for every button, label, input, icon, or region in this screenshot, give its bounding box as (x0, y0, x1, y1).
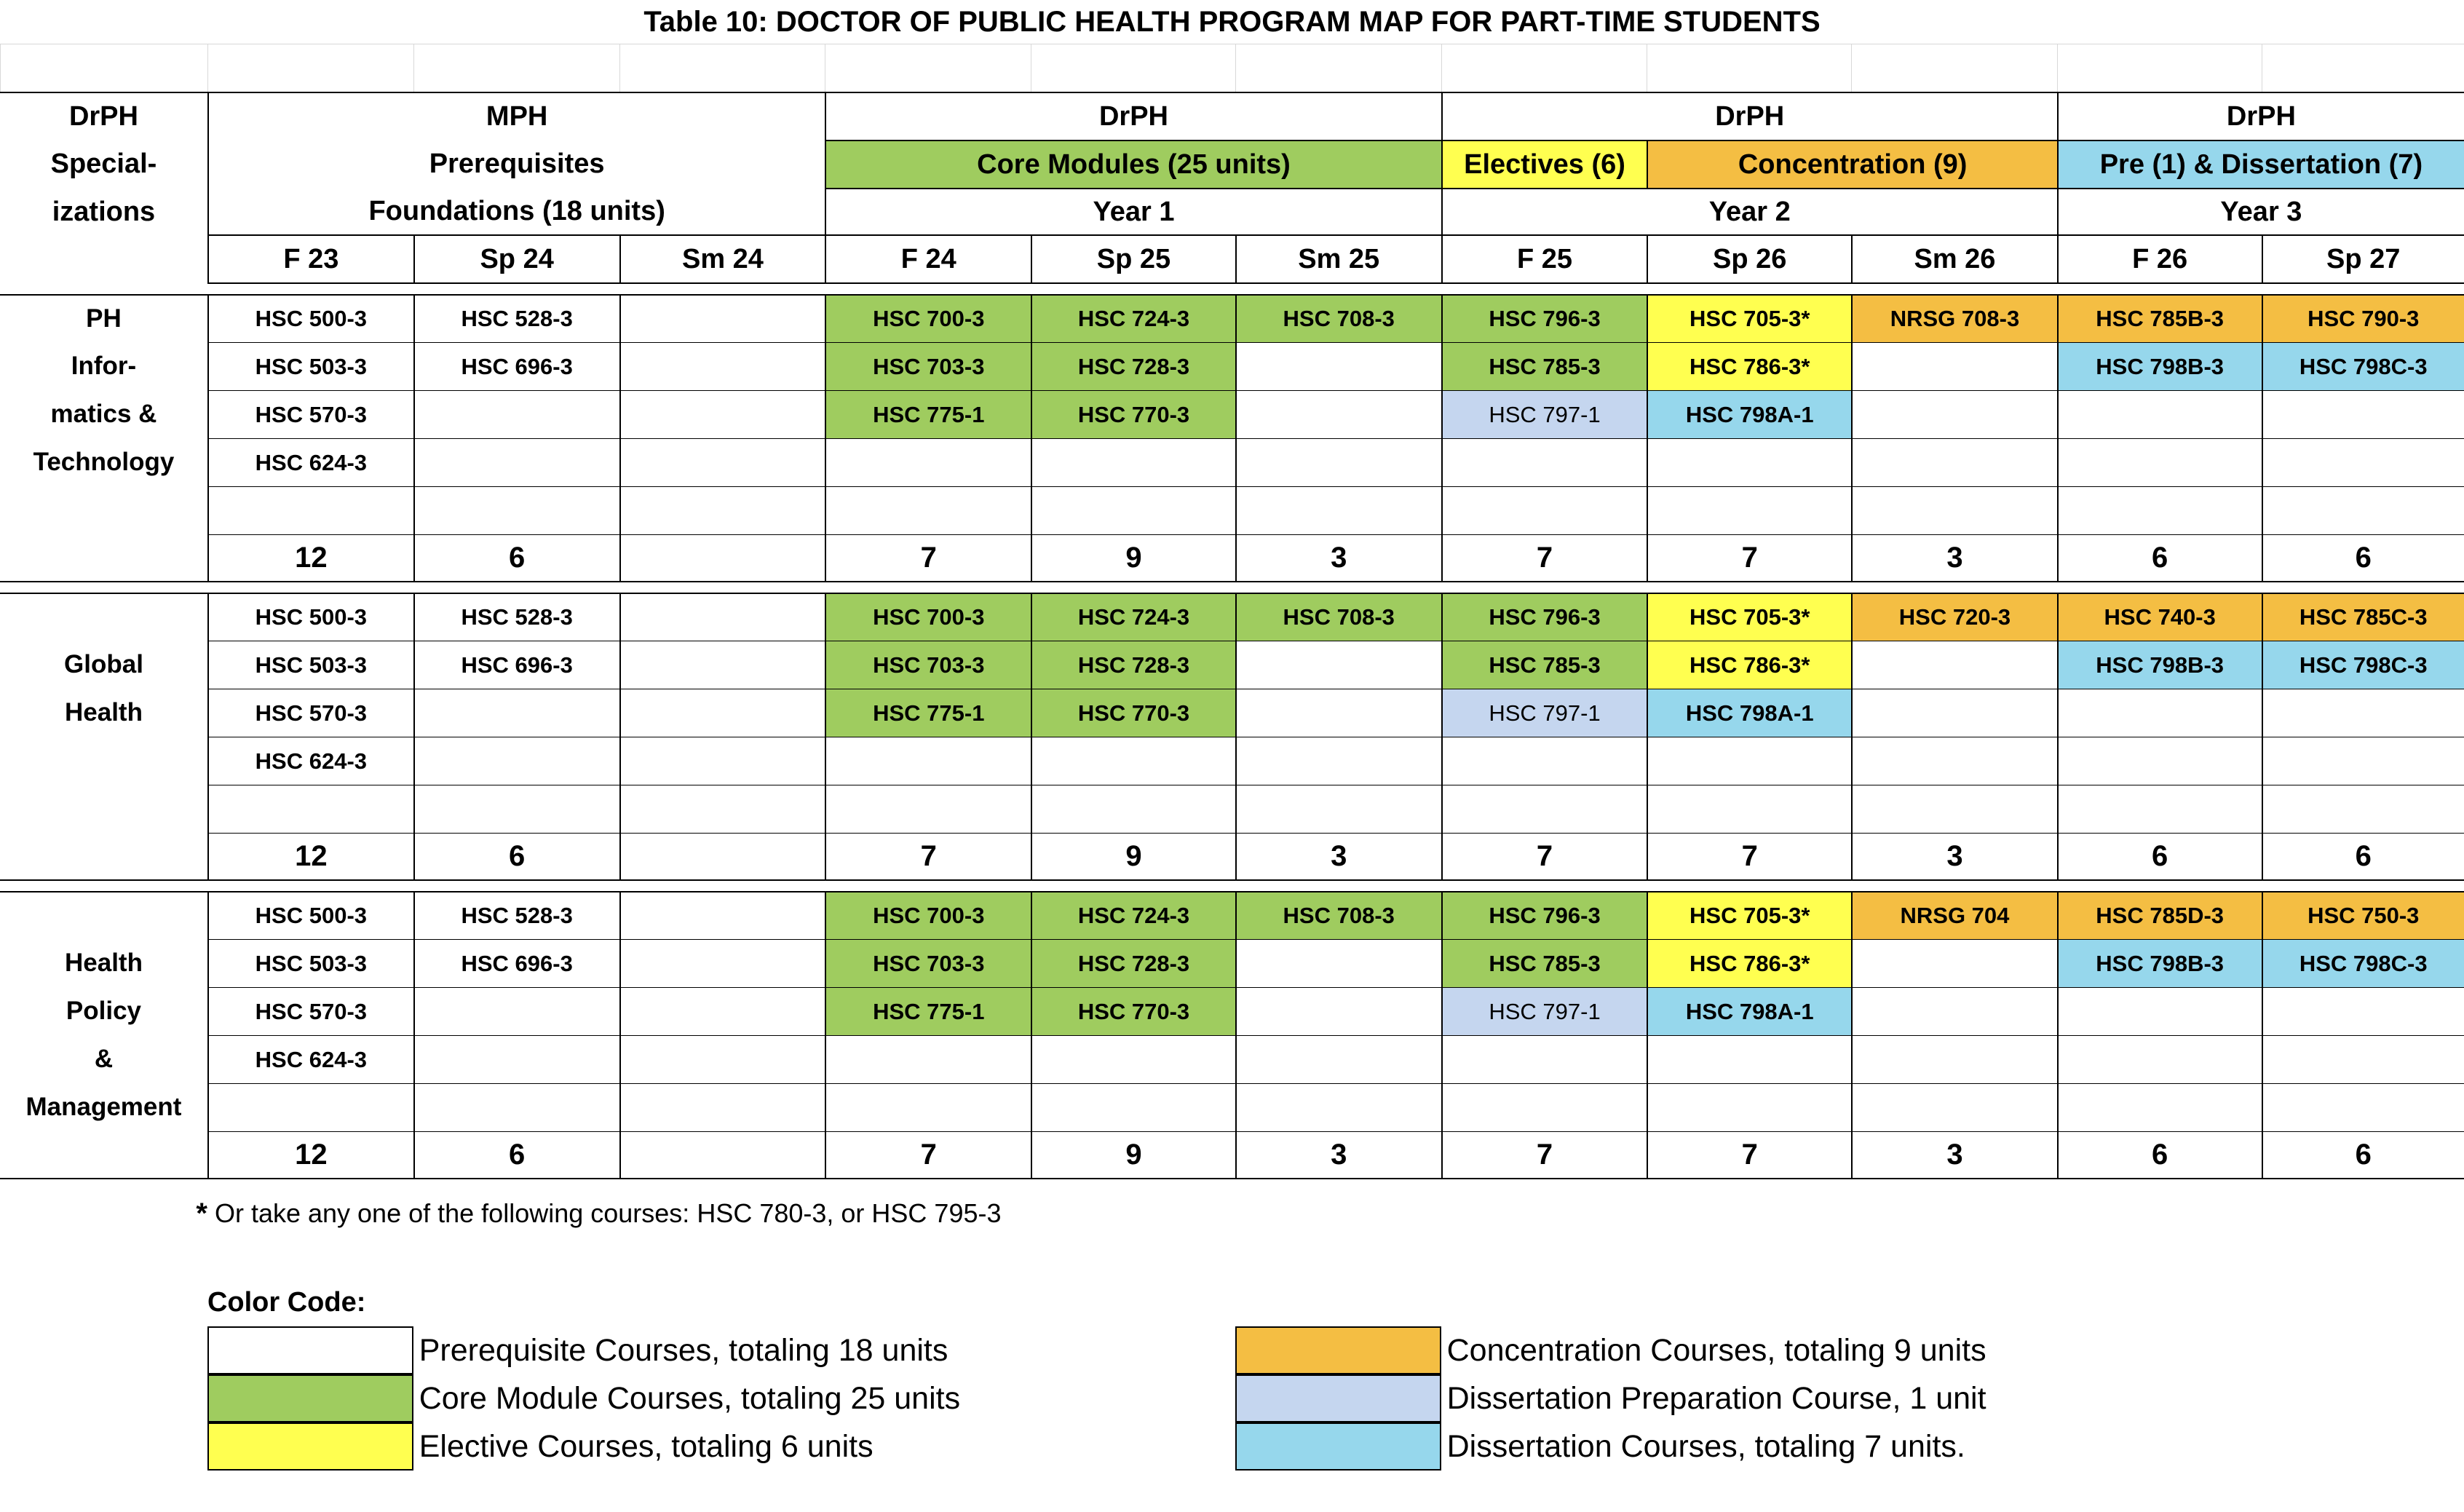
course-cell[interactable]: HSC 798C-3 (2262, 641, 2464, 689)
empty-cell (2262, 1083, 2464, 1131)
term-units-total: 7 (1647, 1131, 1851, 1179)
term-units-total: 9 (1031, 1131, 1235, 1179)
empty-cell (413, 689, 619, 737)
empty-cell (2262, 785, 2464, 833)
specialization-label (0, 486, 207, 534)
empty-cell (619, 593, 825, 641)
empty-cell (0, 44, 207, 92)
empty-cell (2057, 390, 2262, 438)
legend-label: Concentration Courses, totaling 9 units (1446, 1332, 1986, 1368)
electives-band: Electives (6) (1441, 140, 1647, 188)
legend-label: Dissertation Preparation Course, 1 unit (1446, 1380, 1986, 1416)
course-cell[interactable]: HSC 528-3 (413, 593, 619, 641)
specialization-label: & (94, 1045, 114, 1073)
term-units-total: 12 (207, 534, 413, 582)
empty-cell (2057, 1035, 2262, 1083)
empty-cell (619, 939, 825, 987)
empty-cell (2262, 689, 2464, 737)
empty-cell (825, 785, 1031, 833)
empty-cell (413, 785, 619, 833)
empty-cell (413, 438, 619, 486)
empty-cell (825, 438, 1031, 486)
empty-cell (1235, 641, 1441, 689)
legend-label: Elective Courses, totaling 6 units (419, 1428, 874, 1464)
empty-cell (413, 1083, 619, 1131)
dissertation-band: Pre (1) & Dissertation (7) (2057, 140, 2464, 188)
empty-cell (1851, 342, 2057, 390)
course-cell[interactable]: HSC 724-3 (1031, 593, 1235, 641)
course-cell[interactable]: HSC 705-3* (1647, 891, 1851, 939)
empty-cell (1647, 44, 1851, 92)
term-header: F 24 (825, 236, 1031, 284)
course-cell[interactable]: HSC 770-3 (1031, 987, 1235, 1035)
empty-cell (619, 833, 825, 881)
term-units-total: 12 (207, 833, 413, 881)
term-header: Sp 25 (1031, 236, 1235, 284)
course-cell[interactable]: HSC 728-3 (1031, 641, 1235, 689)
specialization-label: Management (25, 1093, 182, 1121)
empty-cell (1031, 785, 1235, 833)
empty-cell (825, 737, 1031, 785)
empty-cell (1235, 785, 1441, 833)
specialization-label: Technology (33, 448, 175, 476)
specialization-label: Policy (66, 997, 142, 1025)
course-cell[interactable]: HSC 700-3 (825, 593, 1031, 641)
term-header: F 26 (2057, 236, 2262, 284)
specialization-label: Infor- (71, 352, 137, 380)
course-cell[interactable]: HSC 786-3* (1647, 939, 1851, 987)
empty-cell (2057, 438, 2262, 486)
empty-cell (413, 44, 619, 92)
empty-cell (0, 534, 207, 582)
empty-cell (1851, 486, 2057, 534)
course-cell[interactable]: HSC 708-3 (1235, 294, 1441, 342)
empty-cell (1235, 44, 1441, 92)
course-cell[interactable]: HSC 785-3 (1441, 342, 1647, 390)
course-cell[interactable]: HSC 503-3 (207, 641, 413, 689)
empty-cell (1851, 1083, 2057, 1131)
legend-label: Dissertation Courses, totaling 7 units. (1446, 1428, 1965, 1464)
course-cell[interactable]: HSC 750-3 (2262, 891, 2464, 939)
course-cell[interactable]: NRSG 704 (1851, 891, 2057, 939)
course-cell[interactable]: HSC 797-1 (1441, 689, 1647, 737)
empty-cell (1851, 689, 2057, 737)
course-cell[interactable]: HSC 570-3 (207, 689, 413, 737)
empty-cell (619, 390, 825, 438)
course-cell[interactable]: HSC 500-3 (207, 891, 413, 939)
empty-cell (619, 44, 825, 92)
empty-cell (619, 486, 825, 534)
course-cell[interactable]: HSC 624-3 (207, 438, 413, 486)
term-header: Sp 27 (2262, 236, 2464, 284)
empty-cell (619, 1035, 825, 1083)
term-header: F 23 (207, 236, 413, 284)
course-cell[interactable]: HSC 770-3 (1031, 390, 1235, 438)
empty-cell (1851, 737, 2057, 785)
legend-swatch (207, 1422, 413, 1471)
core-modules-band: Core Modules (25 units) (825, 140, 1441, 188)
empty-cell (1235, 486, 1441, 534)
empty-cell (0, 236, 207, 284)
empty-cell (1851, 390, 2057, 438)
empty-cell (1851, 44, 2057, 92)
empty-cell (2262, 1035, 2464, 1083)
empty-cell (1235, 390, 1441, 438)
course-cell[interactable]: HSC 500-3 (207, 593, 413, 641)
course-cell[interactable]: HSC 570-3 (207, 390, 413, 438)
course-cell[interactable]: HSC 786-3* (1647, 641, 1851, 689)
empty-cell (1441, 785, 1647, 833)
legend-swatch (1235, 1326, 1441, 1374)
course-cell[interactable]: HSC 797-1 (1441, 390, 1647, 438)
specializations-header: izations (52, 196, 156, 227)
empty-cell (619, 1083, 825, 1131)
term-header: Sp 26 (1647, 236, 1851, 284)
empty-cell (825, 44, 1031, 92)
legend-title: Color Code: (207, 1286, 366, 1318)
empty-cell (1031, 438, 1235, 486)
drph-year3-header: DrPH (2057, 92, 2464, 140)
empty-cell (2057, 486, 2262, 534)
empty-cell (1441, 438, 1647, 486)
course-cell[interactable]: HSC 796-3 (1441, 593, 1647, 641)
empty-cell (2057, 1083, 2262, 1131)
course-cell[interactable]: HSC 797-1 (1441, 987, 1647, 1035)
empty-cell (1235, 438, 1441, 486)
course-cell[interactable]: HSC 500-3 (207, 294, 413, 342)
empty-cell (207, 1083, 413, 1131)
course-cell[interactable]: HSC 624-3 (207, 1035, 413, 1083)
term-units-total: 6 (2262, 534, 2464, 582)
year3-label: Year 3 (2057, 188, 2464, 236)
empty-cell (2057, 737, 2262, 785)
empty-cell (2262, 44, 2464, 92)
term-header: Sp 24 (413, 236, 619, 284)
legend-swatch (1235, 1374, 1441, 1422)
course-cell[interactable]: HSC 798B-3 (2057, 641, 2262, 689)
empty-cell (825, 486, 1031, 534)
term-units-total: 6 (2057, 1131, 2262, 1179)
specialization-label: PH (0, 294, 207, 342)
empty-cell (619, 785, 825, 833)
empty-cell (1647, 1083, 1851, 1131)
empty-cell (619, 891, 825, 939)
term-units-total: 12 (207, 1131, 413, 1179)
empty-cell (1235, 987, 1441, 1035)
empty-cell (1235, 342, 1441, 390)
legend-label: Core Module Courses, totaling 25 units (419, 1380, 961, 1416)
term-units-total: 7 (1647, 534, 1851, 582)
course-cell[interactable]: HSC 700-3 (825, 294, 1031, 342)
empty-cell (1441, 44, 1647, 92)
course-cell[interactable]: HSC 703-3 (825, 641, 1031, 689)
specialization-label (0, 593, 207, 641)
empty-cell (619, 438, 825, 486)
specializations-header: Special- (50, 148, 157, 179)
specialization-label: Health (64, 698, 143, 727)
mph-header: MPH (207, 92, 825, 140)
empty-cell (1851, 939, 2057, 987)
specialization-label (0, 891, 207, 939)
course-cell[interactable]: HSC 798A-1 (1647, 390, 1851, 438)
course-cell[interactable]: HSC 785B-3 (2057, 294, 2262, 342)
course-cell[interactable]: HSC 624-3 (207, 737, 413, 785)
empty-cell (619, 641, 825, 689)
course-cell[interactable]: HSC 798C-3 (2262, 342, 2464, 390)
empty-cell (2057, 44, 2262, 92)
mph-header: Prerequisites (207, 140, 825, 188)
empty-cell (2057, 689, 2262, 737)
course-cell[interactable]: HSC 775-1 (825, 987, 1031, 1035)
term-units-total: 6 (413, 833, 619, 881)
specialization-label: matics & (50, 400, 157, 428)
course-cell[interactable]: HSC 724-3 (1031, 891, 1235, 939)
term-header: Sm 26 (1851, 236, 2057, 284)
empty-cell (413, 737, 619, 785)
empty-cell (1851, 1035, 2057, 1083)
term-units-total: 9 (1031, 833, 1235, 881)
course-cell[interactable]: HSC 775-1 (825, 689, 1031, 737)
course-cell[interactable]: HSC 705-3* (1647, 294, 1851, 342)
empty-cell (825, 1035, 1031, 1083)
course-cell[interactable]: HSC 798A-1 (1647, 987, 1851, 1035)
course-cell[interactable]: HSC 528-3 (413, 294, 619, 342)
footnote-text: Or take any one of the following courses: HSC 780-3, or HSC 795-3 (214, 1198, 1002, 1228)
empty-cell (1441, 1083, 1647, 1131)
empty-cell (2262, 486, 2464, 534)
course-cell[interactable]: HSC 700-3 (825, 891, 1031, 939)
term-units-total: 3 (1851, 833, 2057, 881)
course-cell[interactable]: HSC 696-3 (413, 641, 619, 689)
term-units-total: 6 (413, 534, 619, 582)
empty-cell (619, 1131, 825, 1179)
course-cell[interactable]: HSC 798C-3 (2262, 939, 2464, 987)
mph-header: Foundations (18 units) (207, 188, 825, 236)
specialization-label (0, 785, 207, 833)
empty-cell (207, 486, 413, 534)
course-cell[interactable]: HSC 708-3 (1235, 593, 1441, 641)
empty-cell (1031, 486, 1235, 534)
course-cell[interactable]: HSC 705-3* (1647, 593, 1851, 641)
term-units-total: 6 (2057, 534, 2262, 582)
concentration-band: Concentration (9) (1647, 140, 2056, 188)
empty-cell (413, 486, 619, 534)
empty-cell (207, 44, 413, 92)
empty-cell (413, 390, 619, 438)
empty-cell (1031, 1083, 1235, 1131)
empty-cell (1235, 689, 1441, 737)
empty-cell (619, 987, 825, 1035)
legend-swatch (207, 1326, 413, 1374)
specialization-label: Health (64, 949, 143, 977)
course-cell[interactable]: HSC 796-3 (1441, 891, 1647, 939)
empty-cell (1647, 785, 1851, 833)
empty-cell (2262, 438, 2464, 486)
empty-cell (1441, 1035, 1647, 1083)
term-units-total: 6 (2057, 833, 2262, 881)
empty-cell (1235, 1035, 1441, 1083)
course-cell[interactable]: HSC 703-3 (825, 342, 1031, 390)
empty-cell (619, 342, 825, 390)
empty-cell (619, 737, 825, 785)
course-cell[interactable]: HSC 708-3 (1235, 891, 1441, 939)
course-cell[interactable]: HSC 796-3 (1441, 294, 1647, 342)
empty-cell (1235, 939, 1441, 987)
course-cell[interactable]: HSC 785C-3 (2262, 593, 2464, 641)
empty-cell (2262, 987, 2464, 1035)
empty-cell (1441, 486, 1647, 534)
term-units-total: 7 (825, 1131, 1031, 1179)
specialization-label: Global (64, 650, 143, 678)
legend-label: Prerequisite Courses, totaling 18 units (419, 1332, 948, 1368)
empty-cell (825, 1083, 1031, 1131)
drph-year2-header: DrPH (1441, 92, 2057, 140)
term-units-total: 3 (1235, 534, 1441, 582)
empty-cell (1235, 737, 1441, 785)
term-units-total: 6 (2262, 1131, 2464, 1179)
table-title: Table 10: DOCTOR OF PUBLIC HEALTH PROGRAM MAP FOR PART-TIME STUDENTS (643, 5, 1821, 38)
specializations-header: DrPH (0, 92, 207, 140)
course-cell[interactable]: HSC 570-3 (207, 987, 413, 1035)
term-units-total: 7 (1441, 833, 1647, 881)
course-cell[interactable]: HSC 785-3 (1441, 641, 1647, 689)
empty-cell (1031, 1035, 1235, 1083)
year2-label: Year 2 (1441, 188, 2057, 236)
course-cell[interactable]: HSC 798A-1 (1647, 689, 1851, 737)
empty-cell (1851, 785, 2057, 833)
empty-cell (1235, 1083, 1441, 1131)
term-header: Sm 24 (619, 236, 825, 284)
term-units-total: 3 (1851, 1131, 2057, 1179)
course-cell[interactable]: HSC 503-3 (207, 342, 413, 390)
course-cell[interactable]: HSC 503-3 (207, 939, 413, 987)
specialization-label (0, 737, 207, 785)
legend-swatch (207, 1374, 413, 1422)
year1-label: Year 1 (825, 188, 1441, 236)
course-cell[interactable]: HSC 775-1 (825, 390, 1031, 438)
course-cell[interactable]: HSC 798B-3 (2057, 342, 2262, 390)
empty-cell (0, 833, 207, 881)
term-header: Sm 25 (1235, 236, 1441, 284)
empty-cell (413, 987, 619, 1035)
course-cell[interactable]: HSC 786-3* (1647, 342, 1851, 390)
empty-cell (1647, 737, 1851, 785)
empty-cell (1851, 438, 2057, 486)
empty-cell (619, 294, 825, 342)
empty-cell (0, 1131, 207, 1179)
empty-cell (1031, 737, 1235, 785)
empty-cell (1031, 44, 1235, 92)
term-units-total: 7 (1647, 833, 1851, 881)
term-units-total: 3 (1851, 534, 2057, 582)
course-cell[interactable]: HSC 703-3 (825, 939, 1031, 987)
term-units-total: 7 (825, 534, 1031, 582)
empty-cell (413, 1035, 619, 1083)
course-cell[interactable]: HSC 720-3 (1851, 593, 2057, 641)
empty-cell (2057, 987, 2262, 1035)
course-cell[interactable]: HSC 740-3 (2057, 593, 2262, 641)
empty-cell (1647, 1035, 1851, 1083)
empty-cell (1647, 438, 1851, 486)
legend-swatch (1235, 1422, 1441, 1471)
term-units-total: 7 (1441, 534, 1647, 582)
empty-cell (1441, 737, 1647, 785)
empty-cell (1851, 987, 2057, 1035)
term-units-total: 7 (1441, 1131, 1647, 1179)
term-units-total: 6 (2262, 833, 2464, 881)
term-units-total: 7 (825, 833, 1031, 881)
course-cell[interactable]: HSC 785D-3 (2057, 891, 2262, 939)
term-units-total: 3 (1235, 1131, 1441, 1179)
empty-cell (2057, 785, 2262, 833)
empty-cell (619, 534, 825, 582)
drph-year1-header: DrPH (825, 92, 1441, 140)
course-cell[interactable]: HSC 728-3 (1031, 342, 1235, 390)
footnote-marker: * (196, 1197, 207, 1230)
course-cell[interactable]: HSC 785-3 (1441, 939, 1647, 987)
course-cell[interactable]: HSC 696-3 (413, 939, 619, 987)
course-cell[interactable]: HSC 770-3 (1031, 689, 1235, 737)
term-units-total: 3 (1235, 833, 1441, 881)
empty-cell (1851, 641, 2057, 689)
term-header: F 25 (1441, 236, 1647, 284)
course-cell[interactable]: HSC 528-3 (413, 891, 619, 939)
course-cell[interactable]: HSC 696-3 (413, 342, 619, 390)
course-cell[interactable]: HSC 724-3 (1031, 294, 1235, 342)
empty-cell (1647, 486, 1851, 534)
empty-cell (207, 785, 413, 833)
term-units-total: 9 (1031, 534, 1235, 582)
course-cell[interactable]: HSC 798B-3 (2057, 939, 2262, 987)
term-units-total: 6 (413, 1131, 619, 1179)
course-cell[interactable]: HSC 790-3 (2262, 294, 2464, 342)
empty-cell (2262, 737, 2464, 785)
course-cell[interactable]: HSC 728-3 (1031, 939, 1235, 987)
course-cell[interactable]: NRSG 708-3 (1851, 294, 2057, 342)
empty-cell (2262, 390, 2464, 438)
empty-cell (619, 689, 825, 737)
